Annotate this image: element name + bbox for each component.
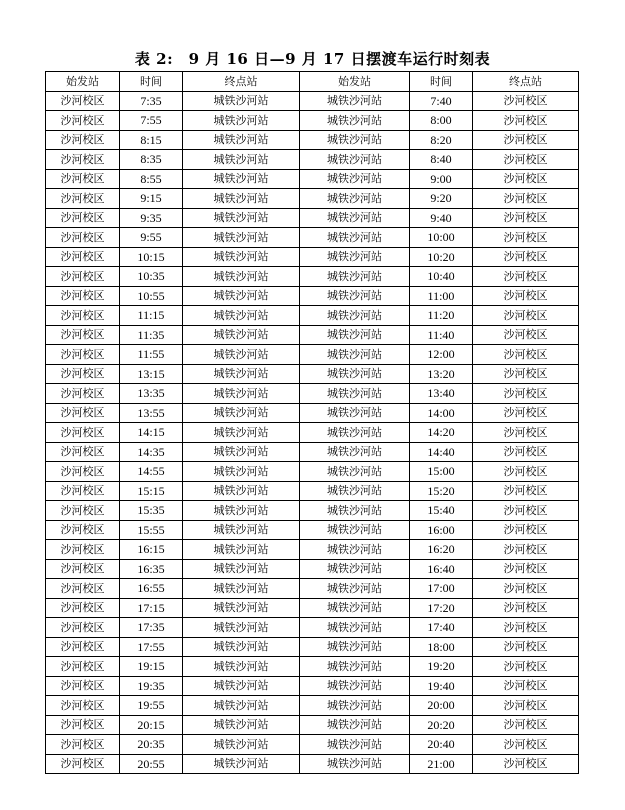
cell-time-return: 11:00 [410, 286, 473, 306]
cell-departure-station-outbound: 沙河校区 [46, 228, 120, 248]
table-row [46, 696, 579, 716]
cell-departure-station-outbound: 沙河校区 [46, 657, 120, 677]
cell-departure-station-outbound: 沙河校区 [46, 598, 120, 618]
shuttle-schedule-table [45, 71, 579, 774]
cell-time-outbound: 7:35 [120, 91, 183, 111]
table-row [46, 676, 579, 696]
cell-departure-station-return: 城铁沙河站 [300, 520, 410, 540]
cell-departure-station-return: 城铁沙河站 [300, 618, 410, 638]
cell-departure-station-outbound: 沙河校区 [46, 715, 120, 735]
cell-time-return: 17:20 [410, 598, 473, 618]
cell-time-return: 12:00 [410, 345, 473, 365]
cell-time-outbound: 19:35 [120, 676, 183, 696]
cell-departure-station-return: 城铁沙河站 [300, 754, 410, 774]
table-header-row [46, 72, 579, 92]
cell-arrival-station-return: 沙河校区 [473, 208, 579, 228]
cell-time-outbound: 9:55 [120, 228, 183, 248]
cell-time-outbound: 17:35 [120, 618, 183, 638]
cell-time-return: 8:20 [410, 130, 473, 150]
cell-time-outbound: 17:55 [120, 637, 183, 657]
cell-arrival-station-return: 沙河校区 [473, 462, 579, 482]
cell-departure-station-outbound: 沙河校区 [46, 306, 120, 326]
table-row [46, 715, 579, 735]
cell-arrival-station-outbound: 城铁沙河站 [183, 384, 300, 404]
cell-departure-station-outbound: 沙河校区 [46, 189, 120, 209]
cell-departure-station-outbound: 沙河校区 [46, 754, 120, 774]
cell-time-outbound: 14:15 [120, 423, 183, 443]
table-row [46, 111, 579, 131]
cell-time-outbound: 8:35 [120, 150, 183, 170]
table-row [46, 403, 579, 423]
cell-departure-station-return: 城铁沙河站 [300, 345, 410, 365]
cell-time-return: 10:40 [410, 267, 473, 287]
cell-arrival-station-outbound: 城铁沙河站 [183, 345, 300, 365]
cell-departure-station-outbound: 沙河校区 [46, 462, 120, 482]
cell-time-outbound: 10:15 [120, 247, 183, 267]
cell-time-return: 17:40 [410, 618, 473, 638]
cell-arrival-station-outbound: 城铁沙河站 [183, 247, 300, 267]
cell-departure-station-return: 城铁沙河站 [300, 559, 410, 579]
cell-arrival-station-outbound: 城铁沙河站 [183, 325, 300, 345]
cell-arrival-station-outbound: 城铁沙河站 [183, 676, 300, 696]
cell-departure-station-outbound: 沙河校区 [46, 247, 120, 267]
cell-arrival-station-return: 沙河校区 [473, 754, 579, 774]
table-row [46, 150, 579, 170]
cell-arrival-station-outbound: 城铁沙河站 [183, 598, 300, 618]
cell-time-return: 15:40 [410, 501, 473, 521]
header-departure-station-outbound: 始发站 [46, 72, 120, 92]
header-time-outbound: 时间 [120, 72, 183, 92]
cell-arrival-station-return: 沙河校区 [473, 579, 579, 599]
cell-time-outbound: 9:15 [120, 189, 183, 209]
cell-arrival-station-outbound: 城铁沙河站 [183, 286, 300, 306]
table-row [46, 325, 579, 345]
cell-time-return: 7:40 [410, 91, 473, 111]
cell-time-outbound: 7:55 [120, 111, 183, 131]
cell-arrival-station-return: 沙河校区 [473, 364, 579, 384]
cell-departure-station-return: 城铁沙河站 [300, 481, 410, 501]
cell-departure-station-return: 城铁沙河站 [300, 384, 410, 404]
cell-time-return: 14:20 [410, 423, 473, 443]
cell-time-outbound: 14:55 [120, 462, 183, 482]
cell-time-return: 13:40 [410, 384, 473, 404]
cell-arrival-station-return: 沙河校区 [473, 481, 579, 501]
cell-time-outbound: 14:35 [120, 442, 183, 462]
cell-time-outbound: 20:35 [120, 735, 183, 755]
table-row [46, 559, 579, 579]
cell-departure-station-outbound: 沙河校区 [46, 150, 120, 170]
cell-arrival-station-outbound: 城铁沙河站 [183, 442, 300, 462]
cell-time-return: 11:20 [410, 306, 473, 326]
cell-departure-station-outbound: 沙河校区 [46, 423, 120, 443]
cell-arrival-station-outbound: 城铁沙河站 [183, 150, 300, 170]
table-row [46, 598, 579, 618]
cell-departure-station-outbound: 沙河校区 [46, 91, 120, 111]
cell-time-return: 11:40 [410, 325, 473, 345]
cell-departure-station-outbound: 沙河校区 [46, 267, 120, 287]
header-departure-station-return: 始发站 [300, 72, 410, 92]
cell-time-outbound: 9:35 [120, 208, 183, 228]
table-row [46, 579, 579, 599]
cell-arrival-station-return: 沙河校区 [473, 189, 579, 209]
cell-time-outbound: 13:15 [120, 364, 183, 384]
cell-time-return: 20:00 [410, 696, 473, 716]
cell-arrival-station-outbound: 城铁沙河站 [183, 715, 300, 735]
cell-arrival-station-return: 沙河校区 [473, 384, 579, 404]
cell-time-outbound: 13:35 [120, 384, 183, 404]
cell-arrival-station-return: 沙河校区 [473, 735, 579, 755]
cell-time-return: 20:20 [410, 715, 473, 735]
cell-departure-station-return: 城铁沙河站 [300, 169, 410, 189]
cell-departure-station-return: 城铁沙河站 [300, 462, 410, 482]
table-row [46, 501, 579, 521]
table-row [46, 267, 579, 287]
cell-arrival-station-return: 沙河校区 [473, 559, 579, 579]
cell-arrival-station-outbound: 城铁沙河站 [183, 501, 300, 521]
table-row [46, 637, 579, 657]
table-row [46, 208, 579, 228]
cell-arrival-station-outbound: 城铁沙河站 [183, 559, 300, 579]
cell-departure-station-return: 城铁沙河站 [300, 247, 410, 267]
cell-departure-station-outbound: 沙河校区 [46, 540, 120, 560]
cell-departure-station-return: 城铁沙河站 [300, 189, 410, 209]
cell-arrival-station-return: 沙河校区 [473, 169, 579, 189]
cell-departure-station-outbound: 沙河校区 [46, 345, 120, 365]
cell-departure-station-return: 城铁沙河站 [300, 579, 410, 599]
cell-departure-station-outbound: 沙河校区 [46, 364, 120, 384]
cell-departure-station-return: 城铁沙河站 [300, 676, 410, 696]
cell-time-outbound: 8:55 [120, 169, 183, 189]
cell-arrival-station-return: 沙河校区 [473, 696, 579, 716]
cell-departure-station-outbound: 沙河校区 [46, 618, 120, 638]
cell-time-return: 18:00 [410, 637, 473, 657]
cell-departure-station-outbound: 沙河校区 [46, 520, 120, 540]
cell-arrival-station-outbound: 城铁沙河站 [183, 540, 300, 560]
cell-time-outbound: 11:15 [120, 306, 183, 326]
cell-departure-station-outbound: 沙河校区 [46, 130, 120, 150]
table-row [46, 735, 579, 755]
cell-departure-station-outbound: 沙河校区 [46, 169, 120, 189]
table-row [46, 442, 579, 462]
table-row [46, 306, 579, 326]
header-arrival-station-return: 终点站 [473, 72, 579, 92]
cell-arrival-station-return: 沙河校区 [473, 442, 579, 462]
cell-departure-station-outbound: 沙河校区 [46, 481, 120, 501]
cell-departure-station-return: 城铁沙河站 [300, 657, 410, 677]
cell-arrival-station-outbound: 城铁沙河站 [183, 208, 300, 228]
cell-time-return: 14:40 [410, 442, 473, 462]
cell-arrival-station-outbound: 城铁沙河站 [183, 637, 300, 657]
header-time-return: 时间 [410, 72, 473, 92]
cell-departure-station-return: 城铁沙河站 [300, 91, 410, 111]
cell-departure-station-return: 城铁沙河站 [300, 501, 410, 521]
cell-time-return: 9:40 [410, 208, 473, 228]
cell-departure-station-return: 城铁沙河站 [300, 696, 410, 716]
cell-arrival-station-outbound: 城铁沙河站 [183, 130, 300, 150]
cell-arrival-station-outbound: 城铁沙河站 [183, 189, 300, 209]
cell-time-outbound: 11:35 [120, 325, 183, 345]
cell-departure-station-return: 城铁沙河站 [300, 267, 410, 287]
cell-time-outbound: 17:15 [120, 598, 183, 618]
cell-departure-station-outbound: 沙河校区 [46, 403, 120, 423]
cell-time-return: 10:20 [410, 247, 473, 267]
cell-time-return: 14:00 [410, 403, 473, 423]
cell-time-return: 15:00 [410, 462, 473, 482]
cell-time-outbound: 19:55 [120, 696, 183, 716]
cell-arrival-station-outbound: 城铁沙河站 [183, 364, 300, 384]
cell-departure-station-return: 城铁沙河站 [300, 306, 410, 326]
cell-arrival-station-return: 沙河校区 [473, 540, 579, 560]
cell-time-outbound: 16:35 [120, 559, 183, 579]
cell-arrival-station-outbound: 城铁沙河站 [183, 306, 300, 326]
table-row [46, 345, 579, 365]
cell-arrival-station-return: 沙河校区 [473, 228, 579, 248]
cell-time-return: 21:00 [410, 754, 473, 774]
cell-time-return: 16:20 [410, 540, 473, 560]
schedule-body [46, 91, 579, 774]
cell-time-return: 8:00 [410, 111, 473, 131]
cell-time-return: 8:40 [410, 150, 473, 170]
cell-arrival-station-return: 沙河校区 [473, 286, 579, 306]
cell-departure-station-outbound: 沙河校区 [46, 579, 120, 599]
cell-departure-station-return: 城铁沙河站 [300, 130, 410, 150]
cell-departure-station-return: 城铁沙河站 [300, 735, 410, 755]
table-row [46, 91, 579, 111]
cell-arrival-station-return: 沙河校区 [473, 618, 579, 638]
cell-time-outbound: 19:15 [120, 657, 183, 677]
table-row [46, 618, 579, 638]
cell-arrival-station-outbound: 城铁沙河站 [183, 228, 300, 248]
cell-departure-station-outbound: 沙河校区 [46, 559, 120, 579]
cell-arrival-station-return: 沙河校区 [473, 598, 579, 618]
cell-departure-station-return: 城铁沙河站 [300, 598, 410, 618]
cell-departure-station-outbound: 沙河校区 [46, 501, 120, 521]
cell-arrival-station-return: 沙河校区 [473, 520, 579, 540]
cell-arrival-station-return: 沙河校区 [473, 657, 579, 677]
cell-arrival-station-outbound: 城铁沙河站 [183, 111, 300, 131]
cell-arrival-station-return: 沙河校区 [473, 267, 579, 287]
header-arrival-station-outbound: 终点站 [183, 72, 300, 92]
cell-arrival-station-return: 沙河校区 [473, 111, 579, 131]
cell-departure-station-return: 城铁沙河站 [300, 442, 410, 462]
cell-departure-station-outbound: 沙河校区 [46, 442, 120, 462]
cell-time-return: 9:20 [410, 189, 473, 209]
cell-departure-station-return: 城铁沙河站 [300, 423, 410, 443]
cell-arrival-station-outbound: 城铁沙河站 [183, 520, 300, 540]
page-title: 表 2: 9 月 16 日—9 月 17 日摆渡车运行时刻表 [134, 50, 491, 68]
cell-arrival-station-outbound: 城铁沙河站 [183, 403, 300, 423]
cell-time-outbound: 13:55 [120, 403, 183, 423]
cell-arrival-station-outbound: 城铁沙河站 [183, 91, 300, 111]
cell-time-outbound: 10:35 [120, 267, 183, 287]
cell-arrival-station-return: 沙河校区 [473, 715, 579, 735]
cell-departure-station-outbound: 沙河校区 [46, 384, 120, 404]
cell-time-return: 15:20 [410, 481, 473, 501]
cell-time-return: 16:40 [410, 559, 473, 579]
table-row [46, 130, 579, 150]
table-row [46, 169, 579, 189]
cell-arrival-station-return: 沙河校区 [473, 501, 579, 521]
cell-departure-station-outbound: 沙河校区 [46, 286, 120, 306]
cell-arrival-station-return: 沙河校区 [473, 150, 579, 170]
cell-time-outbound: 8:15 [120, 130, 183, 150]
table-row [46, 423, 579, 443]
cell-arrival-station-return: 沙河校区 [473, 306, 579, 326]
cell-time-return: 16:00 [410, 520, 473, 540]
cell-departure-station-return: 城铁沙河站 [300, 540, 410, 560]
cell-departure-station-outbound: 沙河校区 [46, 637, 120, 657]
cell-departure-station-outbound: 沙河校区 [46, 735, 120, 755]
table-row [46, 481, 579, 501]
cell-departure-station-outbound: 沙河校区 [46, 676, 120, 696]
cell-arrival-station-return: 沙河校区 [473, 423, 579, 443]
cell-departure-station-return: 城铁沙河站 [300, 403, 410, 423]
table-row [46, 189, 579, 209]
cell-arrival-station-return: 沙河校区 [473, 403, 579, 423]
cell-arrival-station-outbound: 城铁沙河站 [183, 618, 300, 638]
cell-time-outbound: 16:55 [120, 579, 183, 599]
cell-time-outbound: 16:15 [120, 540, 183, 560]
cell-time-return: 10:00 [410, 228, 473, 248]
cell-arrival-station-outbound: 城铁沙河站 [183, 754, 300, 774]
cell-arrival-station-return: 沙河校区 [473, 130, 579, 150]
cell-departure-station-return: 城铁沙河站 [300, 715, 410, 735]
cell-time-outbound: 15:15 [120, 481, 183, 501]
table-row [46, 364, 579, 384]
cell-departure-station-return: 城铁沙河站 [300, 228, 410, 248]
cell-time-return: 19:40 [410, 676, 473, 696]
cell-time-return: 17:00 [410, 579, 473, 599]
table-row [46, 520, 579, 540]
cell-time-return: 9:00 [410, 169, 473, 189]
cell-departure-station-return: 城铁沙河站 [300, 637, 410, 657]
table-row [46, 657, 579, 677]
cell-departure-station-return: 城铁沙河站 [300, 325, 410, 345]
table-row [46, 754, 579, 774]
cell-departure-station-outbound: 沙河校区 [46, 325, 120, 345]
cell-departure-station-return: 城铁沙河站 [300, 150, 410, 170]
cell-arrival-station-outbound: 城铁沙河站 [183, 267, 300, 287]
cell-arrival-station-outbound: 城铁沙河站 [183, 657, 300, 677]
cell-departure-station-return: 城铁沙河站 [300, 286, 410, 306]
cell-departure-station-return: 城铁沙河站 [300, 111, 410, 131]
cell-arrival-station-outbound: 城铁沙河站 [183, 462, 300, 482]
table-row [46, 462, 579, 482]
cell-arrival-station-outbound: 城铁沙河站 [183, 423, 300, 443]
table-row [46, 540, 579, 560]
cell-departure-station-return: 城铁沙河站 [300, 364, 410, 384]
cell-arrival-station-return: 沙河校区 [473, 325, 579, 345]
cell-arrival-station-return: 沙河校区 [473, 91, 579, 111]
cell-time-return: 19:20 [410, 657, 473, 677]
cell-time-outbound: 15:35 [120, 501, 183, 521]
cell-arrival-station-return: 沙河校区 [473, 345, 579, 365]
cell-arrival-station-outbound: 城铁沙河站 [183, 579, 300, 599]
cell-arrival-station-outbound: 城铁沙河站 [183, 735, 300, 755]
cell-arrival-station-outbound: 城铁沙河站 [183, 696, 300, 716]
cell-arrival-station-return: 沙河校区 [473, 676, 579, 696]
cell-departure-station-outbound: 沙河校区 [46, 696, 120, 716]
cell-departure-station-outbound: 沙河校区 [46, 208, 120, 228]
cell-time-outbound: 15:55 [120, 520, 183, 540]
table-row [46, 247, 579, 267]
cell-time-outbound: 10:55 [120, 286, 183, 306]
cell-arrival-station-outbound: 城铁沙河站 [183, 481, 300, 501]
cell-arrival-station-return: 沙河校区 [473, 637, 579, 657]
cell-time-return: 13:20 [410, 364, 473, 384]
cell-departure-station-return: 城铁沙河站 [300, 208, 410, 228]
cell-departure-station-outbound: 沙河校区 [46, 111, 120, 131]
cell-time-outbound: 11:55 [120, 345, 183, 365]
cell-time-outbound: 20:15 [120, 715, 183, 735]
table-row [46, 228, 579, 248]
table-row [46, 384, 579, 404]
table-row [46, 286, 579, 306]
cell-arrival-station-outbound: 城铁沙河站 [183, 169, 300, 189]
cell-time-return: 20:40 [410, 735, 473, 755]
cell-time-outbound: 20:55 [120, 754, 183, 774]
cell-arrival-station-return: 沙河校区 [473, 247, 579, 267]
